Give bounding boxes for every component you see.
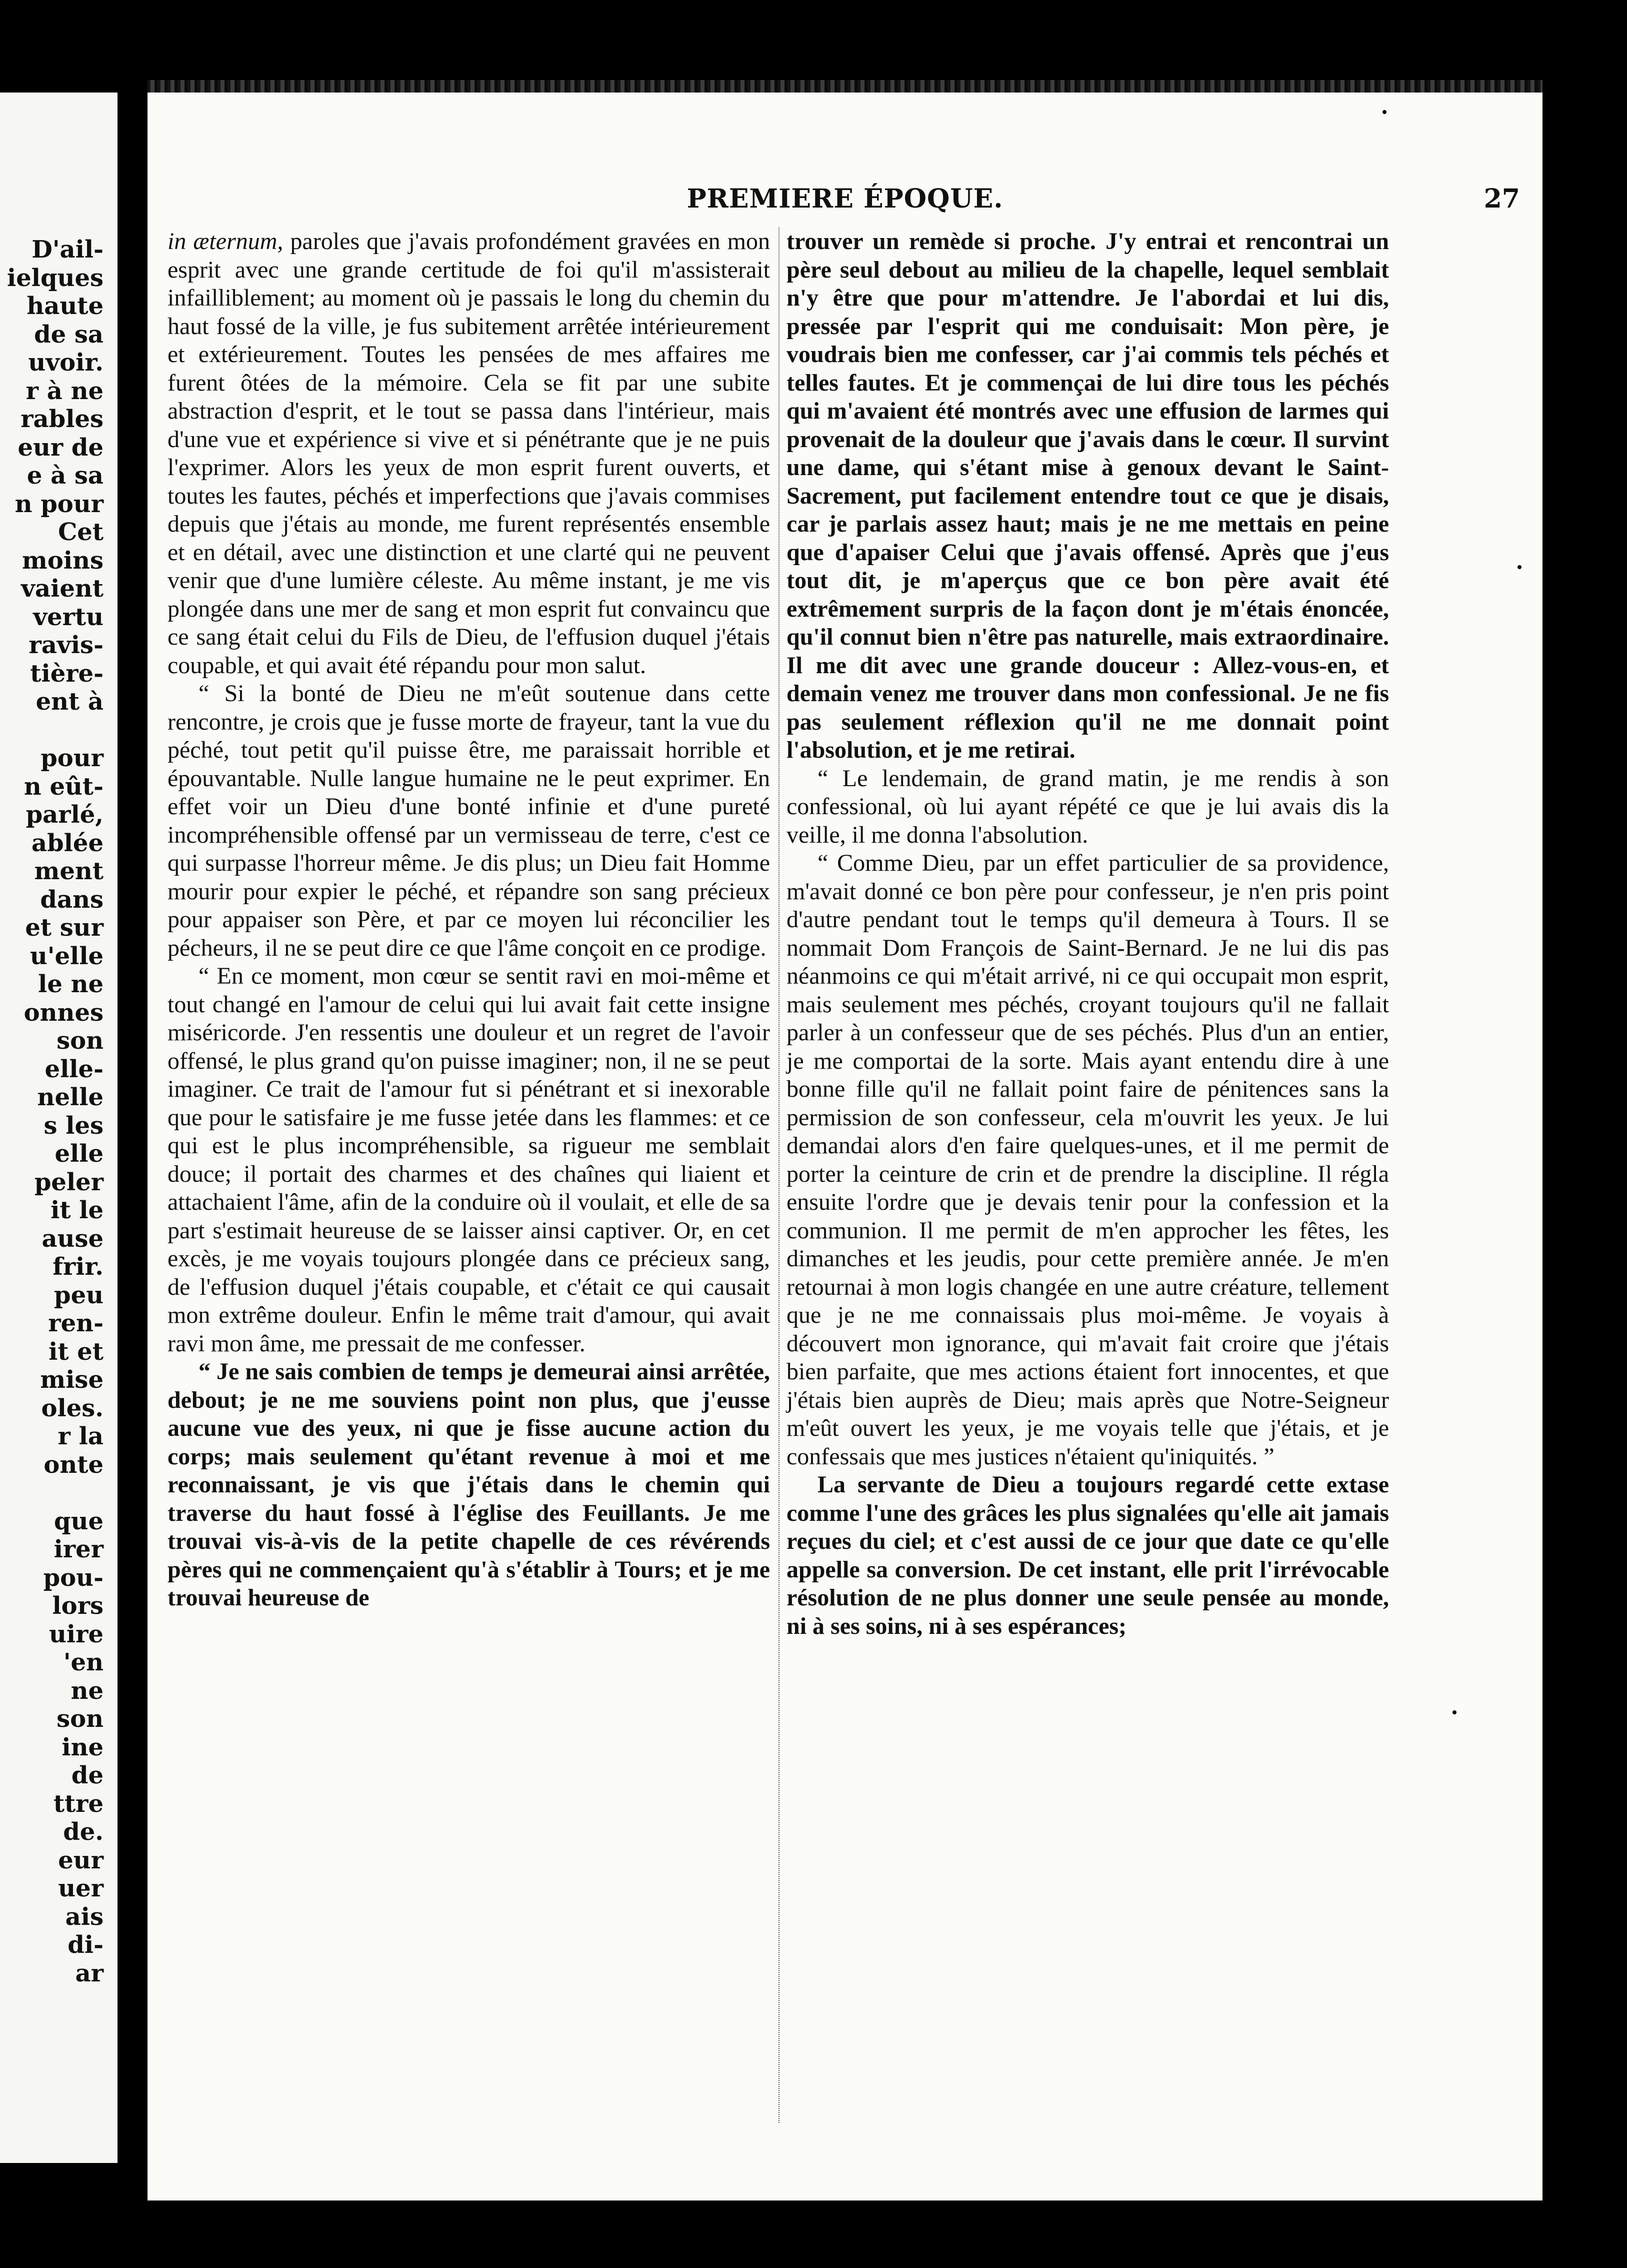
previous-page-fragment: frir.	[52, 1253, 104, 1281]
latin-phrase: in æternum,	[168, 228, 284, 255]
previous-page-fragment: que	[54, 1507, 104, 1535]
previous-page-fragment: de.	[63, 1818, 104, 1846]
previous-page-fragment: et sur	[25, 914, 104, 942]
previous-page-fragment: parlé,	[26, 801, 104, 829]
previous-page-fragment: it le	[50, 1196, 104, 1224]
previous-page-fragment: mise	[40, 1366, 104, 1394]
previous-page-fragment: lors	[52, 1592, 104, 1620]
previous-page-fragment: it et	[48, 1337, 104, 1366]
page-number: 27	[1484, 184, 1520, 214]
previous-page-fragment: uire	[49, 1620, 104, 1648]
previous-page-fragment: haute	[26, 292, 104, 320]
previous-page-fragment: nelle	[37, 1083, 104, 1111]
previous-page-fragment: ar	[75, 1959, 104, 1987]
previous-page-sliver	[0, 93, 118, 2163]
previous-page-fragment: de	[71, 1761, 104, 1789]
previous-page-fragment: moins	[22, 546, 104, 575]
previous-page-fragment: irer	[54, 1535, 104, 1563]
previous-page-fragment: peler	[34, 1168, 104, 1196]
previous-page-fragment: ravis-	[28, 631, 104, 659]
paragraph: “ En ce moment, mon cœur se sentit ravi en moi-même et tout changé en l'amour de celui qui lui avait fait cette insigne miséricorde. J'en ressentis une douleur et un regret de l'avoir offensé, le plus grand qu'on puisse imaginer; non, il ne se peut imaginer. Ce trait de l'amour fut si pénétrant et si inexorable que pour le satisfaire je me fusse jetée dans les flammes: et ce qui est le plus incompréhensible, sa rigueur me semblait douce; il portait des charmes et des chaînes qui liaient et attachaient l'âme, afin de la conduire où il voulait, et elle de sa part s'estimait heureuse de se laisser ainsi captiver. Or, en cet excès, je me voyais toujours plongée dans ce précieux sang, de l'effusion duquel j'étais coupable, et c'était ce qui causait mon extrême douleur. Enfin le même trait d'amour, qui avait ravi mon âme, me pressait de me confesser.	[168, 963, 770, 1357]
paragraph-text: paroles que j'avais profondément gravées en mon esprit avec une grande certitude de foi qu'il m'assisterait infailliblement; au moment où je passais le long du chemin du haut fossé de la ville, je fus subitement arrêtée intérieurement et extérieurement. Toutes les pensées de mes affaires me furent ôtées de la mémoire. Cela se fit par une subite abstraction d'esprit, et le tout se passa dans l'intérieur, mais d'une vue et expérience si vive et si pénétrante que je ne puis l'exprimer. Alors les yeux de mon esprit furent ouverts, et toutes les fautes, péchés et imperfections que j'avais commises depuis que j'étais au monde, me furent représentés ensemble et en détail, avec une distinction et une clarté qui ne peuvent venir que d'une lumière céleste. Au même instant, je me vis plongée dans une mer de sang et mon esprit fut convaincu que ce sang était celui du Fils de Dieu, de l'effusion duquel j'étais coupable, et qui avait été répandu pour mon salut.	[168, 228, 770, 679]
previous-page-fragment: n eût-	[24, 772, 104, 801]
page-top-edge	[148, 80, 1542, 93]
ink-speck	[1382, 110, 1386, 114]
previous-page-fragment: eur de	[18, 433, 104, 462]
previous-page-fragment: tière-	[30, 659, 104, 688]
previous-page-fragment: vertu	[33, 603, 104, 631]
previous-page-fragment: eur	[58, 1846, 104, 1874]
previous-page-fragment: s les	[44, 1111, 104, 1140]
previous-page-fragment: e à sa	[26, 462, 104, 490]
previous-page-fragment: rables	[20, 405, 104, 433]
ink-speck	[1452, 1710, 1456, 1714]
previous-page-fragment: son	[56, 1027, 104, 1055]
previous-page-fragment: vaient	[21, 575, 104, 603]
previous-page-fragment: elle-	[44, 1055, 104, 1083]
previous-page-fragment: ine	[62, 1733, 104, 1761]
previous-page-fragment: Cet	[58, 518, 104, 546]
ink-speck	[1518, 565, 1522, 569]
previous-page-fragment: n pour	[14, 490, 104, 518]
previous-page-fragment: ent à	[36, 688, 104, 716]
paragraph: “ Si la bonté de Dieu ne m'eût soutenue dans cette rencontre, je crois que je fusse morte de frayeur, tant la vue du péché, tout petit qu'il puisse être, me paraissait horrible et épouvantable. Nulle langue humaine ne le peut exprimer. En effet voir un Dieu d'une bonté infinie et d'une pureté incompréhensible offensé par un vermisseau de terre, c'est ce qui surpasse l'horreur même. Je dis plus; un Dieu fait Homme mourir pour expier le péché, et répandre son sang précieux pour appaiser son Père, et par ce moyen lui réconcilier les pécheurs, il ne se peut dire ce que l'âme conçoit en ce prodige.	[168, 680, 770, 961]
previous-page-fragment: di-	[68, 1931, 104, 1959]
previous-page-fragment: dans	[40, 885, 104, 914]
previous-page-fragment: onnes	[24, 998, 104, 1027]
paragraph: “ Je ne sais combien de temps je demeurai ainsi arrêtée, debout; je ne me souviens point non plus, que j'eusse aucune vue des yeux, ni que je fisse aucune action du corps; mais seulement qu'étant revenue à moi et me reconnaissant, je vis que j'étais dans le chemin qui traverse du haut fossé à l'église des Feuillants. Je me trouvai vis-à-vis de la petite chapelle de ces révérends pères qui ne commençaient qu'à s'établir à Tours; et je me trouvai heureuse de	[168, 1358, 770, 1611]
previous-page-fragment: peu	[54, 1281, 104, 1309]
previous-page-fragment: r la	[58, 1422, 104, 1450]
previous-page-fragment: le ne	[38, 970, 104, 998]
previous-page-fragment: uer	[58, 1874, 104, 1902]
previous-page-fragment: elle	[54, 1140, 104, 1168]
previous-page-fragment: son	[56, 1705, 104, 1733]
paragraph: “ Le lendemain, de grand matin, je me rendis à son confessional, où lui ayant répété ce que je lui avais dis la veille, il me donna l'absolution.	[786, 765, 1389, 848]
column-divider	[778, 228, 780, 2123]
previous-page-fragment: ablée	[32, 829, 104, 857]
paragraph	[168, 228, 770, 680]
previous-page-fragment: ment	[34, 857, 104, 885]
book-page	[148, 93, 1542, 2200]
right-column	[786, 228, 1389, 1640]
paragraph: La servante de Dieu a toujours regardé cette extase comme l'une des grâces les plus signalées qu'elle ait jamais reçues du ciel; et c'est aussi de ce jour que date ce qu'elle appelle sa conversion. De cet instant, elle prit l'irrévocable résolution de ne plus donner une seule pensée au monde, ni à ses soins, ni à ses espérances;	[786, 1471, 1389, 1639]
chapter-title: PREMIERE ÉPOQUE.	[686, 184, 1004, 214]
left-column	[168, 228, 770, 1612]
previous-page-fragment: ielques	[6, 264, 104, 292]
previous-page-fragment: ttre	[53, 1789, 104, 1818]
running-header	[148, 184, 1542, 219]
paragraph: trouver un remède si proche. J'y entrai et rencontrai un père seul debout au milieu de la chapelle, lequel semblait n'y être que pour m'attendre. Je l'abordai et lui dis, pressée par l'esprit qui me conduisait: Mon père, je voudrais bien me confesser, car j'ai commis tels péchés et telles fautes. Et je commençai de lui dire tous les péchés qui m'avaient été montrés avec une effusion de larmes qui provenait de la douleur que j'avais dans le cœur. Il survint une dame, qui s'étant mise à genoux devant le Saint-Sacrement, put facilement entendre tout ce que je disais, car je parlais assez haut; mais je ne me mettais en peine que d'apaiser Celui que j'avais offensé. Après que j'eus tout dit, je m'aperçus que ce bon père avait été extrêmement surpris de la façon dont je m'étais énoncée, qu'il connut bien n'être pas naturelle, mais extraordinaire. Il me dit avec une grande douceur : Allez-vous-en, et demain venez me trouver dans mon confessional. Je ne fis pas seulement réflexion qu'il ne me donnait point l'absolution, et je me retirai.	[786, 228, 1389, 763]
previous-page-fragment: ren-	[48, 1309, 104, 1337]
previous-page-fragment: D'ail-	[32, 236, 104, 264]
previous-page-fragment: ause	[42, 1224, 104, 1253]
previous-page-fragment: onte	[44, 1450, 104, 1479]
previous-page-fragment: de sa	[34, 320, 104, 349]
previous-page-fragment: pou-	[43, 1563, 104, 1592]
previous-page-fragment: 'en	[63, 1648, 104, 1676]
previous-page-fragment: ais	[65, 1902, 104, 1931]
previous-page-fragment: u'elle	[30, 942, 104, 970]
previous-page-fragment: oles.	[41, 1394, 104, 1422]
paragraph: “ Comme Dieu, par un effet particulier de sa providence, m'avait donné ce bon père pour confesseur, je n'en pris point d'autre pendant tout le temps qu'il demeura à Tours. Il se nommait Dom François de Saint-Bernard. Je ne lui dis pas néanmoins ce qui m'était arrivé, ni ce qui occupait mon esprit, mais seulement mes péchés, croyant toujours qu'il ne fallait parler à un confesseur que de ses péchés. Plus d'un an entier, je me comportai de la sorte. Mais ayant entendu dire à une bonne fille qu'il ne fallait point faire de pénitences sans la permission de son confesseur, cela m'ouvrit les yeux. Je lui demandai alors d'en faire quelques-unes, et il me permit de porter la ceinture de crin et de prendre la discipline. Il régla ensuite l'ordre que je devais tenir pour la confession et la communion. Il me permit de m'en approcher les fêtes, les dimanches et les jeudis, pour cette première année. Je m'en retournai à mon logis changée en une autre créature, tellement que je ne me connaissais plus moi-même. Je voyais à découvert mon ignorance, qui m'avait fait croire que j'étais bien parfaite, que mes actions étaient fort innocentes, et que j'étais bien auprès de Dieu; mais après que Notre-Seigneur m'eût ouvert les yeux, je me voyais telle que j'étais, et je confessais que mes justices n'étaient qu'iniquités. ”	[786, 850, 1389, 1470]
previous-page-fragment: pour	[40, 744, 104, 772]
previous-page-fragment: r à ne	[26, 377, 104, 405]
previous-page-fragment: ne	[70, 1676, 104, 1705]
previous-page-fragment: uvoir.	[28, 349, 104, 377]
